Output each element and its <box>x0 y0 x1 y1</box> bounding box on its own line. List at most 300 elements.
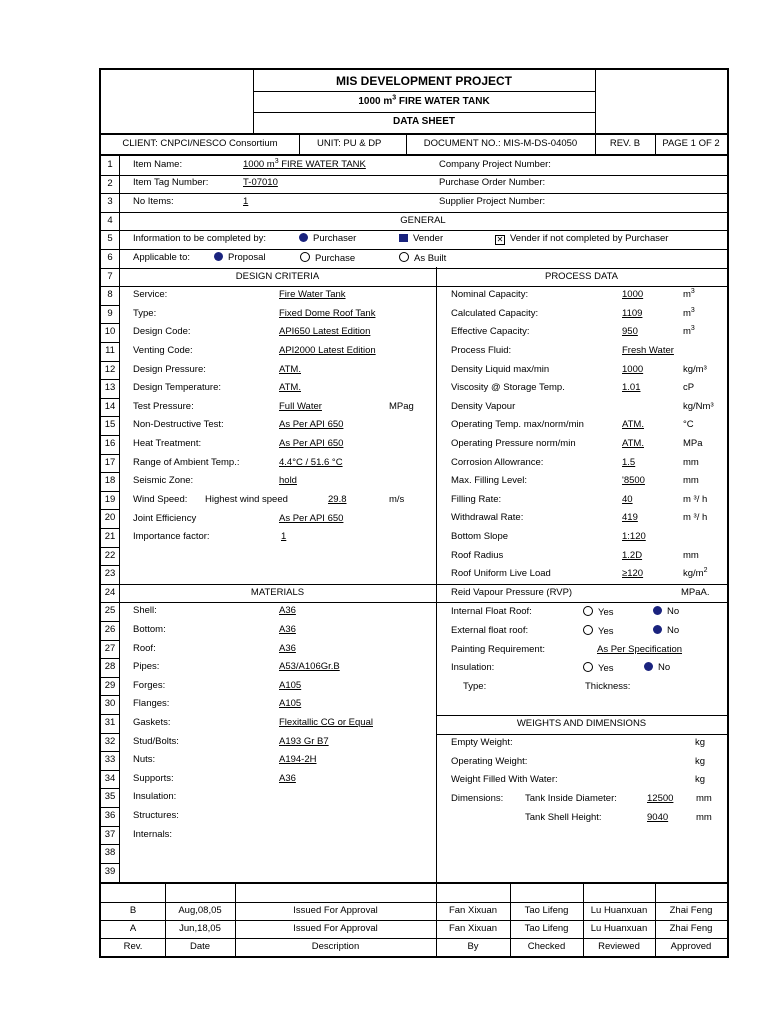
purchaser-text: Purchaser <box>313 233 357 244</box>
revision-cell: Fan Xixuan <box>448 905 498 916</box>
material-row-label: Stud/Bolts: <box>133 735 179 747</box>
process-row-label: Withdrawal Rate: <box>451 512 524 524</box>
row-line <box>101 249 727 250</box>
vender-option <box>399 233 443 245</box>
row-number: 38 <box>104 847 116 859</box>
material-row-label: Flanges: <box>133 698 170 710</box>
material-row-value: A53/A106Gr.B <box>279 661 340 673</box>
unit-text: mm <box>683 456 699 468</box>
process-row-unit <box>683 326 695 338</box>
external-float-label: External float roof: <box>451 625 529 636</box>
design-row-value: API2000 Latest Edition <box>279 345 376 356</box>
unit-text: m <box>683 326 691 338</box>
proposal-option <box>214 252 266 264</box>
row-number: 16 <box>104 438 116 449</box>
sheet-title: DATA SHEET <box>392 116 456 127</box>
design-row-label: Type: <box>133 307 157 319</box>
row-number: 3 <box>107 196 113 208</box>
row-line <box>101 454 119 455</box>
design-row-value: Full Water <box>279 400 322 412</box>
supplier-project-label: Supplier Project Number: <box>439 196 546 207</box>
empty-weight-label: Empty Weight: <box>451 737 513 748</box>
materials-heading-line <box>119 602 436 603</box>
importance-value: 1 <box>281 531 287 542</box>
material-row-value: A36 <box>279 642 296 654</box>
revision-header: Rev. <box>123 941 143 952</box>
unit-cell: UNIT: PU & DP <box>317 138 382 149</box>
painting-value: As Per Specification <box>597 644 683 655</box>
row-number: 15 <box>104 419 116 431</box>
internal-no <box>653 606 679 618</box>
process-row-unit <box>683 308 695 320</box>
design-row-value: 4.4°C / 51.6 °C <box>279 456 343 468</box>
joint-value: As Per API 650 <box>279 513 344 524</box>
revision-cell: Tao Lifeng <box>524 905 569 916</box>
revision-header: Reviewed <box>598 941 640 952</box>
tank-title-post: FIRE WATER TANK <box>396 96 490 107</box>
design-row-label: Venting Code: <box>133 345 193 356</box>
row-line <box>101 435 119 436</box>
filled-circle-icon <box>299 233 308 242</box>
row-number: 39 <box>104 865 116 877</box>
design-row-label: Service: <box>133 289 168 301</box>
row-number: 34 <box>104 772 116 784</box>
diameter-value: 12500 <box>647 793 674 804</box>
material-row-label: Insulation: <box>133 791 177 803</box>
process-row-unit <box>683 401 714 413</box>
unit-text: m <box>683 307 691 319</box>
revision-top-line <box>101 882 727 884</box>
process-row-label: Max. Filling Level: <box>451 475 528 487</box>
empty-weight-unit: kg <box>695 737 706 748</box>
material-row-label: Forges: <box>133 679 166 691</box>
revision-row-line <box>101 920 727 921</box>
process-row-unit <box>683 568 708 580</box>
row-line <box>101 844 119 845</box>
design-row-value: As Per API 650 <box>279 438 344 449</box>
process-row-value: 1.01 <box>622 382 641 394</box>
row-number: 23 <box>104 568 116 580</box>
row-number: 4 <box>107 214 113 226</box>
revision-cell: Issued For Approval <box>293 905 378 916</box>
design-criteria-heading: DESIGN CRITERIA <box>235 271 320 282</box>
row-line <box>101 268 727 269</box>
row-line <box>101 193 727 194</box>
design-row-label: Range of Ambient Temp.: <box>133 456 240 468</box>
material-row-value: A194-2H <box>279 754 317 766</box>
row-number: 31 <box>104 717 116 728</box>
revision-cell: B <box>129 905 137 916</box>
row-number: 33 <box>104 754 116 766</box>
unit-text: °C <box>683 419 694 431</box>
operating-weight-unit: kg <box>695 756 706 767</box>
po-label: Purchase Order Number: <box>439 177 546 188</box>
material-row-label: Supports: <box>133 772 174 784</box>
unit-sup: 3 <box>690 306 695 314</box>
revision-header: By <box>467 941 479 952</box>
process-row-label: Roof Uniform Live Load <box>451 568 551 580</box>
row-number: 22 <box>104 549 116 561</box>
no-text: No <box>667 625 680 636</box>
process-row-unit <box>683 457 699 469</box>
row-line <box>101 863 119 864</box>
row-line <box>101 807 119 808</box>
row-line <box>101 175 727 176</box>
unit-text: m ³/ h <box>683 493 708 505</box>
unit-sup: 2 <box>703 567 708 575</box>
process-row-label: Roof Radius <box>451 549 504 561</box>
row-line <box>101 398 119 399</box>
design-row-label: Non-Destructive Test: <box>133 419 224 431</box>
row-number: 11 <box>105 345 115 356</box>
process-row-value: 1:120 <box>622 531 646 542</box>
unit-sup: 3 <box>690 325 695 333</box>
row-number: 25 <box>104 605 116 617</box>
unit-text: mm <box>683 475 699 487</box>
shell-height-label: Tank Shell Height: <box>525 812 602 823</box>
wind-sub-label: Highest wind speed <box>205 494 288 505</box>
items-value: 1 <box>243 196 249 207</box>
insulation-no <box>644 662 670 674</box>
design-heading-line <box>119 286 727 287</box>
process-row-value: ATM. <box>622 438 644 449</box>
row-number: 29 <box>104 679 116 691</box>
header-line-2 <box>253 112 595 113</box>
revision-cell: Zhai Feng <box>669 923 713 934</box>
material-row-label: Pipes: <box>133 661 160 673</box>
no-text: No <box>658 662 671 673</box>
revision-header: Description <box>311 941 360 952</box>
info-bottom-line <box>101 154 727 156</box>
row-line <box>101 323 119 324</box>
revision-cell: Tao Lifeng <box>524 923 569 934</box>
process-row-value: 40 <box>622 493 633 505</box>
row-number: 28 <box>104 661 116 673</box>
row-number: 21 <box>104 531 116 542</box>
material-row-label: Shell: <box>133 605 157 617</box>
row-number: 36 <box>104 810 116 821</box>
material-row-label: Roof: <box>133 642 156 654</box>
as-built-option <box>399 252 446 265</box>
process-row-unit <box>683 512 707 524</box>
unit-text: m <box>683 289 691 301</box>
internal-yes <box>583 606 614 619</box>
material-row-value: A105 <box>279 679 302 691</box>
design-row-value: Fixed Dome Roof Tank <box>279 307 376 319</box>
process-row-label: Process Fluid: <box>451 345 512 356</box>
row-line <box>101 584 727 585</box>
yes-text: Yes <box>598 607 614 618</box>
row-number: 26 <box>104 624 116 635</box>
unit-text: kg/Nm³ <box>683 400 714 412</box>
unit-text: kg/m <box>683 568 704 580</box>
info-divider-1 <box>299 134 300 154</box>
row-number: 19 <box>104 493 116 505</box>
row-number: 10 <box>104 326 116 338</box>
row-number: 12 <box>104 363 116 375</box>
row-number: 27 <box>104 642 116 654</box>
design-row-label: Design Temperature: <box>133 382 222 394</box>
filled-weight-unit: kg <box>695 774 706 785</box>
row-line <box>101 788 119 789</box>
row-line <box>101 677 119 678</box>
dimensions-label: Dimensions: <box>451 793 504 804</box>
material-row-label: Nuts: <box>133 754 156 766</box>
material-row-value: A36 <box>279 624 296 635</box>
filled-circle-icon <box>214 252 223 261</box>
insulation-yes <box>583 662 614 675</box>
unit-text: cP <box>683 382 695 394</box>
process-row-unit <box>683 289 695 301</box>
process-row-unit <box>683 475 699 487</box>
checked-box-icon: ✕ <box>496 235 504 244</box>
tank-title-pre: 1000 m <box>358 96 393 107</box>
revision-row-line <box>101 938 727 939</box>
row-line <box>101 212 727 213</box>
item-name-label: Item Name: <box>133 159 183 170</box>
revision-cell: Aug,08,05 <box>178 905 222 916</box>
design-row-label: Test Pressure: <box>133 400 194 412</box>
revision-cell: Issued For Approval <box>293 923 378 934</box>
row-line <box>101 714 119 715</box>
yes-text: Yes <box>598 663 614 674</box>
header-line-1 <box>253 91 595 92</box>
filled-weight-label: Weight Filled With Water: <box>451 774 558 785</box>
painting-label: Painting Requirement: <box>451 644 545 655</box>
tag-label: Item Tag Number: <box>133 177 209 188</box>
external-no <box>653 625 679 637</box>
row-line <box>101 361 119 362</box>
purchaser-option <box>299 233 356 245</box>
row-number: 17 <box>104 456 116 468</box>
design-row-label: Seismic Zone: <box>133 475 194 487</box>
page-cell: PAGE 1 OF 2 <box>662 138 720 149</box>
importance-label: Importance factor: <box>133 531 210 542</box>
row-number: 5 <box>107 233 113 245</box>
row-line <box>101 509 119 510</box>
tank-title-sup: 3 <box>392 94 397 102</box>
process-row-label: Bottom Slope <box>451 531 509 542</box>
row-number: 37 <box>104 828 116 840</box>
row-line <box>101 547 119 548</box>
proposal-text: Proposal <box>228 252 266 263</box>
diameter-label: Tank Inside Diameter: <box>525 793 617 804</box>
process-row-value: Fresh Water <box>622 345 674 356</box>
purchase-option <box>300 252 355 265</box>
external-yes <box>583 625 614 638</box>
item-name-value <box>243 159 366 171</box>
weights-heading: WEIGHTS AND DIMENSIONS <box>516 718 647 729</box>
process-row-label: Corrosion Allowrance: <box>451 456 544 468</box>
insulation-label: Insulation: <box>451 662 495 673</box>
row-line <box>101 658 119 659</box>
process-row-unit <box>683 550 699 562</box>
internal-float-label: Internal Float Roof: <box>451 606 532 617</box>
item-name-sup: 3 <box>274 157 279 165</box>
filled-circle-icon <box>644 662 653 671</box>
vender-text: Vender <box>413 233 444 244</box>
filled-circle-icon <box>653 625 662 634</box>
material-row-value: Flexitallic CG or Equal <box>279 717 373 728</box>
process-row-label: Density Liquid max/min <box>451 363 550 375</box>
no-text: No <box>667 606 680 617</box>
filled-square-icon <box>399 234 408 242</box>
process-row-label: Operating Pressure norm/min <box>451 438 576 449</box>
purchase-text: Purchase <box>315 253 356 264</box>
row-number: 24 <box>104 586 116 598</box>
row-line <box>101 472 119 473</box>
unit-sup: 3 <box>690 288 695 296</box>
process-row-value: ≥120 <box>622 568 644 580</box>
client-cell: CLIENT: CNPCI/NESCO Consortium <box>122 138 278 149</box>
wind-label: Wind Speed: <box>133 494 188 505</box>
general-heading: GENERAL <box>400 215 446 226</box>
row-line <box>101 491 119 492</box>
design-row-label: Design Code: <box>133 326 191 338</box>
revision-cell: Lu Huanxuan <box>590 905 648 916</box>
process-row-label: Effective Capacity: <box>451 326 530 338</box>
item-name-pre: 1000 m <box>243 159 275 170</box>
data-sheet <box>99 68 729 958</box>
row-number: 14 <box>104 400 116 412</box>
process-row-value: 419 <box>622 512 638 524</box>
weights-top-line <box>436 715 727 716</box>
design-row-label: Design Pressure: <box>133 363 206 375</box>
process-row-label: Density Vapour <box>451 400 516 412</box>
design-row-value: As Per API 650 <box>279 419 344 431</box>
weights-heading-line <box>436 734 727 735</box>
process-row-value: ATM. <box>622 419 644 431</box>
row-line <box>101 379 119 380</box>
tank-title <box>253 96 595 108</box>
shell-height-value: 9040 <box>647 812 669 823</box>
process-row-value: 1109 <box>622 307 643 319</box>
row-line <box>101 695 119 696</box>
rev-cell: REV. B <box>609 138 641 149</box>
row-number: 18 <box>104 475 116 487</box>
process-row-unit <box>683 419 694 431</box>
row-number: 30 <box>104 698 116 710</box>
thickness-label: Thickness: <box>585 681 631 692</box>
process-row-label: Viscosity @ Storage Temp. <box>451 382 565 394</box>
material-row-value: A36 <box>279 605 296 617</box>
empty-circle-icon <box>583 625 593 635</box>
type-label: Type: <box>463 681 487 692</box>
row-line <box>101 416 119 417</box>
shell-height-unit: mm <box>696 812 712 823</box>
material-row-label: Structures: <box>133 810 179 821</box>
revision-cell: Fan Xixuan <box>448 923 498 934</box>
revision-header: Date <box>189 941 211 952</box>
row-number: 1 <box>107 159 113 170</box>
process-row-value: 1.2D <box>622 549 643 561</box>
row-number: 6 <box>107 252 113 263</box>
process-row-label: Filling Rate: <box>451 493 502 505</box>
row-line <box>101 230 727 231</box>
process-row-unit <box>683 438 703 450</box>
rownum-divider <box>119 156 120 884</box>
info-completed-label: Information to be completed by: <box>133 233 267 244</box>
process-row-value: '8500 <box>622 475 645 487</box>
row-number: 13 <box>104 382 116 394</box>
material-row-value: A105 <box>279 698 302 710</box>
row-number: 2 <box>107 177 113 189</box>
process-row-label: Calculated Capacity: <box>451 307 539 319</box>
item-name-post: FIRE WATER TANK <box>278 159 366 170</box>
applicable-label: Applicable to: <box>133 252 191 263</box>
row-line <box>101 770 119 771</box>
unit-text: mm <box>683 549 699 561</box>
header-right-divider <box>595 70 596 133</box>
middle-divider <box>436 267 437 884</box>
diameter-unit: mm <box>696 793 712 804</box>
document-cell: DOCUMENT NO.: MIS-M-DS-04050 <box>423 138 578 149</box>
materials-heading: MATERIALS <box>250 587 305 598</box>
row-line <box>101 640 119 641</box>
unit-text: m ³/ h <box>683 512 708 524</box>
revision-header: Approved <box>670 941 712 952</box>
row-line <box>101 733 119 734</box>
row-number: 9 <box>107 307 113 319</box>
row-line <box>101 565 119 566</box>
row-line <box>101 305 119 306</box>
process-row-value: 1000 <box>622 289 644 301</box>
row-number: 32 <box>104 735 116 747</box>
design-row-label: Heat Treatment: <box>133 438 202 449</box>
material-row-label: Internals: <box>133 828 173 840</box>
row-line <box>101 528 119 529</box>
joint-label: Joint Efficiency <box>133 513 197 524</box>
vender-if-text: Vender if not completed by Purchaser <box>510 233 669 244</box>
process-row-label: Operating Temp. max/norm/min <box>451 419 584 431</box>
design-row-value: Fire Water Tank <box>279 289 346 301</box>
design-row-unit: MPag <box>389 400 414 412</box>
revision-cell: Jun,18,05 <box>179 923 221 934</box>
process-row-value: 1000 <box>622 363 644 375</box>
row-number: 20 <box>104 512 116 524</box>
wind-value: 29.8 <box>328 494 347 505</box>
company-project-label: Company Project Number: <box>439 159 551 170</box>
row-line <box>101 621 119 622</box>
revision-cell: Zhai Feng <box>669 905 713 916</box>
operating-weight-label: Operating Weight: <box>451 756 528 767</box>
rvp-label: Reid Vapour Pressure (RVP) <box>451 587 573 598</box>
material-row-value: A193 Gr B7 <box>279 735 329 747</box>
process-row-label: Nominal Capacity: <box>451 289 529 301</box>
empty-circle-icon <box>300 252 310 262</box>
empty-circle-icon <box>583 662 593 672</box>
wind-unit: m/s <box>389 494 405 505</box>
design-row-value: API650 Latest Edition <box>279 326 371 338</box>
revision-cell: Lu Huanxuan <box>590 923 648 934</box>
process-row-value: 1.5 <box>622 456 636 468</box>
row-line <box>101 751 119 752</box>
design-row-value: ATM. <box>279 382 301 394</box>
material-row-value: A36 <box>279 772 296 784</box>
material-row-label: Gaskets: <box>133 717 171 728</box>
rvp-unit: MPaA. <box>681 587 710 598</box>
empty-circle-icon <box>583 606 593 616</box>
tag-value: T-07010 <box>243 177 278 188</box>
revision-row-line <box>101 902 727 903</box>
revision-cell: A <box>129 923 137 934</box>
row-line <box>101 826 119 827</box>
design-row-value: hold <box>279 475 297 487</box>
unit-text: kg/m³ <box>683 363 707 375</box>
yes-text: Yes <box>598 626 614 637</box>
filled-circle-icon <box>653 606 662 615</box>
row-line <box>101 342 119 343</box>
